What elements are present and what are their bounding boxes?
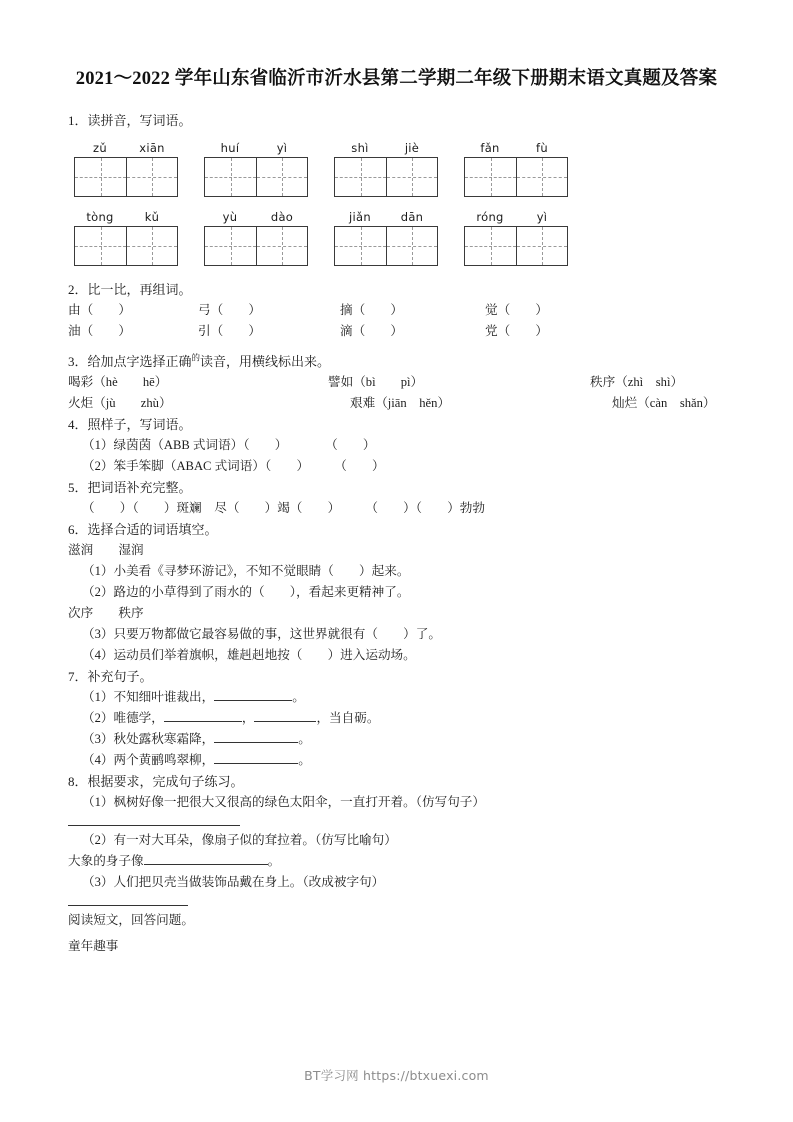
question-8-heading: 8．根据要求，完成句子练习。 [68,774,244,789]
pinyin-label-row [74,210,178,224]
pinyin-grid-row-1 [68,141,725,197]
pinyin-syllable: huí [220,141,240,155]
pinyin-label-row [204,141,308,155]
pinyin-syllable: dào [270,210,294,224]
word-pair-cell[interactable]: 由（ ） [68,303,131,317]
tianzige-row [334,157,438,197]
pinyin-label-row [74,141,178,155]
answer-blank[interactable] [214,730,298,743]
question-6-item-1[interactable]: （1）小美看《寻梦环游记》，不知不觉眼睛（ ）起来。 [82,564,410,578]
answer-blank[interactable] [144,852,268,865]
question-8 [68,771,725,906]
word-pair-cell[interactable]: 党（ ） [485,324,548,338]
question-4-heading: 4．照样子，写词语。 [68,417,192,432]
reading-passage-title: 童年趣事 [68,939,119,953]
answer-blank[interactable] [214,751,298,764]
question-8-item-2-sub-end: 。 [267,854,281,868]
tianzige-row [74,157,178,197]
pronunciation-choice[interactable]: 火炬（jù zhù） [68,396,172,410]
question-3-heading-superscript: 的 [191,352,201,363]
pinyin-group [464,210,568,266]
pinyin-group [334,141,438,197]
question-7-item-2-mid: ， [241,711,255,725]
word-pair-cell[interactable]: 弓（ ） [198,303,261,317]
question-4 [68,414,725,477]
question-6-word-bank-2: 次序 秩序 [68,606,144,620]
question-7-item-3-text: （3）秋处露秋寒霜降， [82,732,215,746]
watermark: BT学习网 https://btxuexi.com [304,1068,489,1083]
word-pair-cell[interactable]: 滴（ ） [340,324,403,338]
question-3-row-2 [68,393,725,414]
tianzige-cell[interactable] [256,226,308,266]
word-pair-cell[interactable]: 觉（ ） [485,303,548,317]
question-3-heading-post: 读音，用横线标出来。 [200,354,331,369]
pinyin-syllable: xiān [139,141,165,155]
answer-blank[interactable] [214,688,292,701]
pronunciation-choice[interactable]: 秩序（zhì shì） [590,375,684,389]
pinyin-label-row [334,210,438,224]
question-5-heading: 5．把词语补充完整。 [68,480,192,495]
question-6-item-3[interactable]: （3）只要万物都做它最容易做的事，这世界就很有（ ）了。 [82,627,441,641]
question-1 [68,110,725,266]
question-7-item-4-end: 。 [298,753,311,767]
tianzige-cell[interactable] [386,226,438,266]
spacer [68,342,725,351]
pronunciation-choice[interactable]: 艰难（jiān hěn） [350,396,451,410]
reading-prompt: 阅读短文，回答问题。 [68,913,194,927]
pinyin-label-row [334,141,438,155]
pinyin-syllable: yù [222,210,238,224]
pinyin-syllable: yì [276,141,288,155]
tianzige-cell[interactable] [516,157,568,197]
pinyin-group [204,141,308,197]
word-pair-cell[interactable]: 摘（ ） [340,303,403,317]
pinyin-label-row [464,210,568,224]
tianzige-cell[interactable] [386,157,438,197]
pinyin-syllable: tòng [86,210,114,224]
tianzige-cell[interactable] [74,226,126,266]
answer-line[interactable] [68,825,240,826]
tianzige-cell[interactable] [74,157,126,197]
tianzige-row [204,157,308,197]
pinyin-syllable: jiè [404,141,420,155]
question-4-item-2[interactable]: （2）笨手笨脚（ABAC 式词语）（ ） （ ） [82,459,385,473]
pinyin-syllable: zǔ [93,141,107,155]
question-6-heading: 6．选择合适的词语填空。 [68,522,218,537]
tianzige-cell[interactable] [126,226,178,266]
question-2 [68,279,725,342]
question-6-word-bank-1: 滋润 湿润 [68,543,144,557]
tianzige-cell[interactable] [204,157,256,197]
question-4-item-1[interactable]: （1）绿茵茵（ABB 式词语）（ ） （ ） [82,438,376,452]
tianzige-cell[interactable] [204,226,256,266]
question-7-item-4[interactable] [68,750,725,771]
tianzige-cell[interactable] [334,157,386,197]
pinyin-label-row [464,141,568,155]
tianzige-row [334,226,438,266]
pinyin-syllable: kǔ [144,210,160,224]
question-6-item-4[interactable]: （4）运动员们举着旗帜，雄赳赳地按（ ）进入运动场。 [82,648,416,662]
question-1-heading: 1．读拼音，写词语。 [68,113,192,128]
tianzige-row [464,157,568,197]
pinyin-syllable: róng [476,210,504,224]
pinyin-group [204,210,308,266]
question-2-heading: 2．比一比，再组词。 [68,282,192,297]
question-7-item-2-text: （2）唯德学， [82,711,164,725]
pinyin-grid-block [68,141,725,266]
word-pair-cell[interactable]: 引（ ） [198,324,261,338]
pinyin-syllable: dān [400,210,424,224]
pinyin-group [464,141,568,197]
question-7-item-1-text: （1）不知细叶谁裁出， [82,690,215,704]
reading-section [68,910,725,957]
question-7-item-3-end: 。 [298,732,311,746]
question-7-item-3[interactable] [68,729,725,750]
tianzige-cell[interactable] [126,157,178,197]
pinyin-syllable: fǎn [480,141,500,155]
question-7 [68,666,725,771]
pinyin-syllable: fù [536,141,548,155]
tianzige-cell[interactable] [464,157,516,197]
pronunciation-choice[interactable]: 灿烂（càn shǎn） [612,396,716,410]
pronunciation-choice[interactable]: 譬如（bì pì） [328,375,424,389]
question-6-item-2[interactable]: （2）路边的小草得到了雨水的（ ），看起来更精神了。 [82,585,410,599]
question-8-item-3[interactable]: （3）人们把贝壳当做装饰品戴在身上。（改成被字句） [82,875,385,889]
question-8-item-2[interactable]: （2）有一对大耳朵，像扇子似的耷拉着。（仿写比喻句） [82,833,397,847]
question-2-row-2 [68,321,725,342]
pinyin-grid-row-2 [68,210,725,266]
question-7-item-1[interactable] [68,687,725,708]
question-7-item-4-text: （4）两个黄鹂鸣翠柳， [82,753,215,767]
pinyin-group [74,210,178,266]
question-8-item-1[interactable]: （1）枫树好像一把很大又很高的绿色太阳伞，一直打开着。（仿写句子） [82,795,485,809]
question-7-item-2-end: ，当自砺。 [316,711,380,725]
answer-blank[interactable] [164,709,242,722]
answer-blank[interactable] [254,709,316,722]
question-5-idiom-line[interactable]: （ ）（ ）斑斓 尽（ ）竭（ ） （ ）（ ）勃勃 [82,501,485,515]
pinyin-syllable: shì [351,141,369,155]
tianzige-row [204,226,308,266]
tianzige-cell[interactable] [334,226,386,266]
question-2-row-1 [68,300,725,321]
question-8-item-2-sub-text: 大象的身子像 [68,854,144,868]
pinyin-group [74,141,178,197]
question-5 [68,477,725,519]
answer-line[interactable] [68,905,188,906]
pronunciation-choice[interactable]: 喝彩（hè hē） [68,375,168,389]
page-title: 2021～2022 学年山东省临沂市沂水县第二学期二年级下册期末语文真题及答案 [75,69,718,89]
question-7-heading: 7．补充句子。 [68,669,153,684]
tianzige-row [464,226,568,266]
question-3 [68,351,725,414]
pinyin-syllable: yì [536,210,548,224]
pinyin-group [334,210,438,266]
question-7-item-1-end: 。 [292,690,305,704]
tianzige-row [74,226,178,266]
question-7-item-2[interactable] [68,708,725,729]
tianzige-cell[interactable] [516,226,568,266]
question-8-item-2-sub[interactable] [68,851,725,872]
pinyin-label-row [204,210,308,224]
question-3-heading [68,351,725,372]
question-3-heading-pre: 3．给加点字选择正确 [68,354,192,369]
question-6 [68,519,725,666]
word-pair-cell[interactable]: 油（ ） [68,324,131,338]
tianzige-cell[interactable] [464,226,516,266]
pinyin-syllable: jiǎn [349,210,371,224]
question-3-row-1 [68,372,725,393]
tianzige-cell[interactable] [256,157,308,197]
